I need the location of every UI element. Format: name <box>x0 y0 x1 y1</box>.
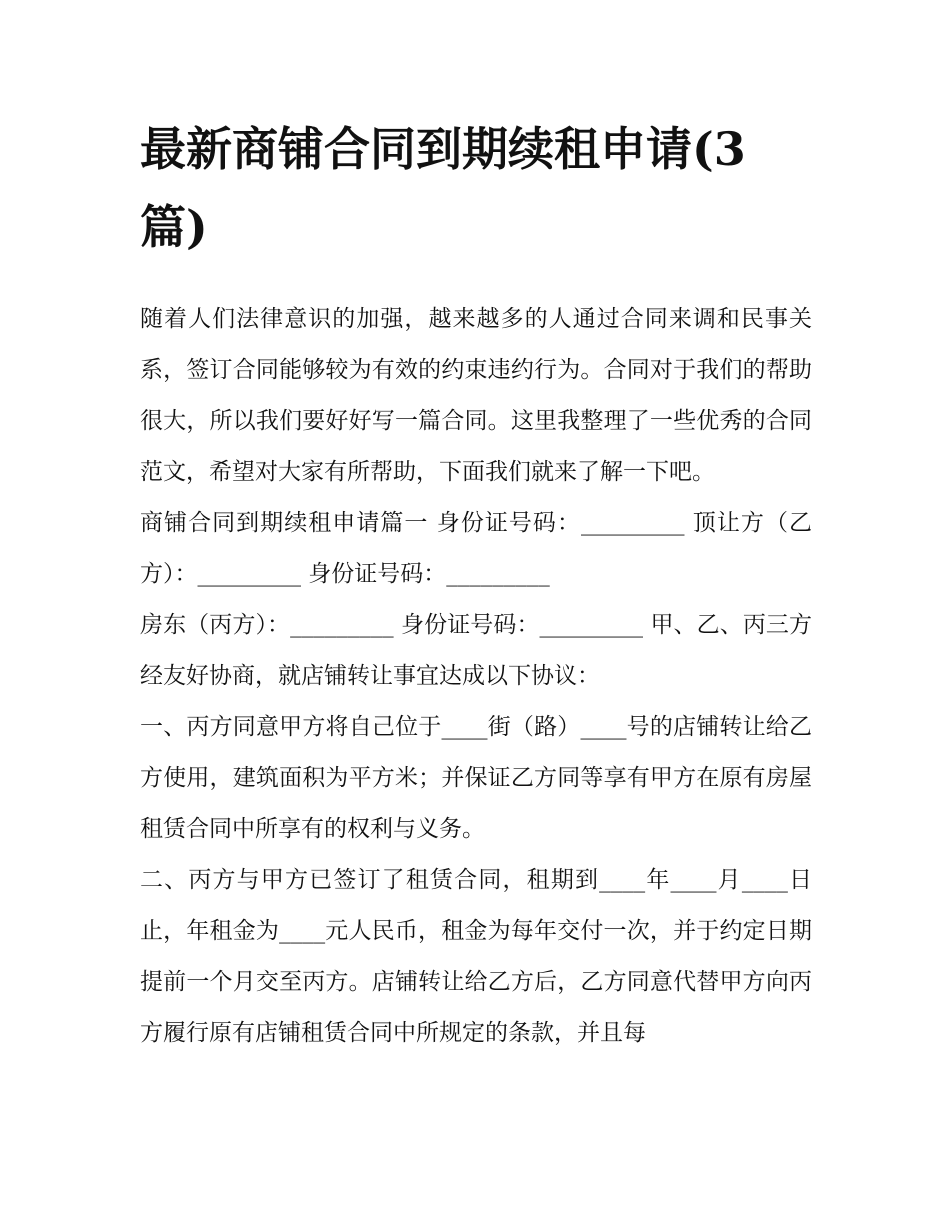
clause-one-paragraph: 一、丙方同意甲方将自己位于____街（路）____号的店铺转让给乙方使用，建筑面积为平方米；并保证乙方同等享有甲方在原有房屋租赁合同中所享有的权利与义务。 <box>140 714 812 842</box>
document-page <box>140 110 812 1059</box>
document-title: 最新商铺合同到期续租申请(3篇) <box>140 122 746 254</box>
intro-paragraph: 随着人们法律意识的加强，越来越多的人通过合同来调和民事关系，签订合同能够较为有效的约束违约行为。合同对于我们的帮助很大，所以我们要好好写一篇合同。这里我整理了一些优秀的合同范文，希望对大家有所帮助，下面我们就来了解一下吧。 <box>140 306 812 485</box>
document-body <box>140 294 812 1059</box>
landlord-paragraph: 房东（丙方）：_________ 身份证号码：_________ 甲、乙、丙三方经友好协商，就店铺转让事宜达成以下协议： <box>140 612 812 689</box>
clause-two-paragraph: 二、丙方与甲方已签订了租赁合同，租期到____年____月____日止，年租金为____元人民币，租金为每年交付一次，并于约定日期提前一个月交至丙方。店铺转让给乙方后，乙方同意代替甲方向丙方履行原有店铺租赁合同中所规定的条款，并且每 <box>140 867 812 1046</box>
parties-paragraph: 商铺合同到期续租申请篇一 身份证号码：_________ 顶让方（乙方）：_________ 身份证号码：_________ <box>140 510 812 587</box>
